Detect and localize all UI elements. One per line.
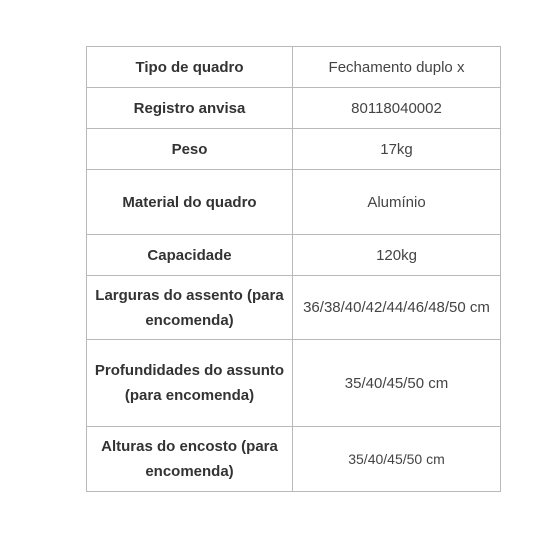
row-value: 120kg xyxy=(293,235,501,276)
row-label: Material do quadro xyxy=(87,170,293,235)
row-value: 17kg xyxy=(293,129,501,170)
row-value: 35/40/45/50 cm xyxy=(293,340,501,427)
row-label: Registro anvisa xyxy=(87,88,293,129)
table-row xyxy=(87,340,501,427)
row-value: Fechamento duplo x xyxy=(293,47,501,88)
specifications-table xyxy=(86,46,501,492)
table-row xyxy=(87,88,501,129)
row-value: 80118040002 xyxy=(293,88,501,129)
table-row xyxy=(87,129,501,170)
table-row xyxy=(87,427,501,492)
row-value: 35/40/45/50 cm xyxy=(293,427,501,492)
row-label: Tipo de quadro xyxy=(87,47,293,88)
table-row xyxy=(87,276,501,340)
table-row xyxy=(87,47,501,88)
row-label: Capacidade xyxy=(87,235,293,276)
row-label: Larguras do assento (para encomenda) xyxy=(87,276,293,340)
row-value: 36/38/40/42/44/46/48/50 cm xyxy=(293,276,501,340)
row-label: Alturas do encosto (para encomenda) xyxy=(87,427,293,492)
table-row xyxy=(87,235,501,276)
table-row xyxy=(87,170,501,235)
row-value: Alumínio xyxy=(293,170,501,235)
row-label: Profundidades do assunto (para encomenda) xyxy=(87,340,293,427)
row-label: Peso xyxy=(87,129,293,170)
